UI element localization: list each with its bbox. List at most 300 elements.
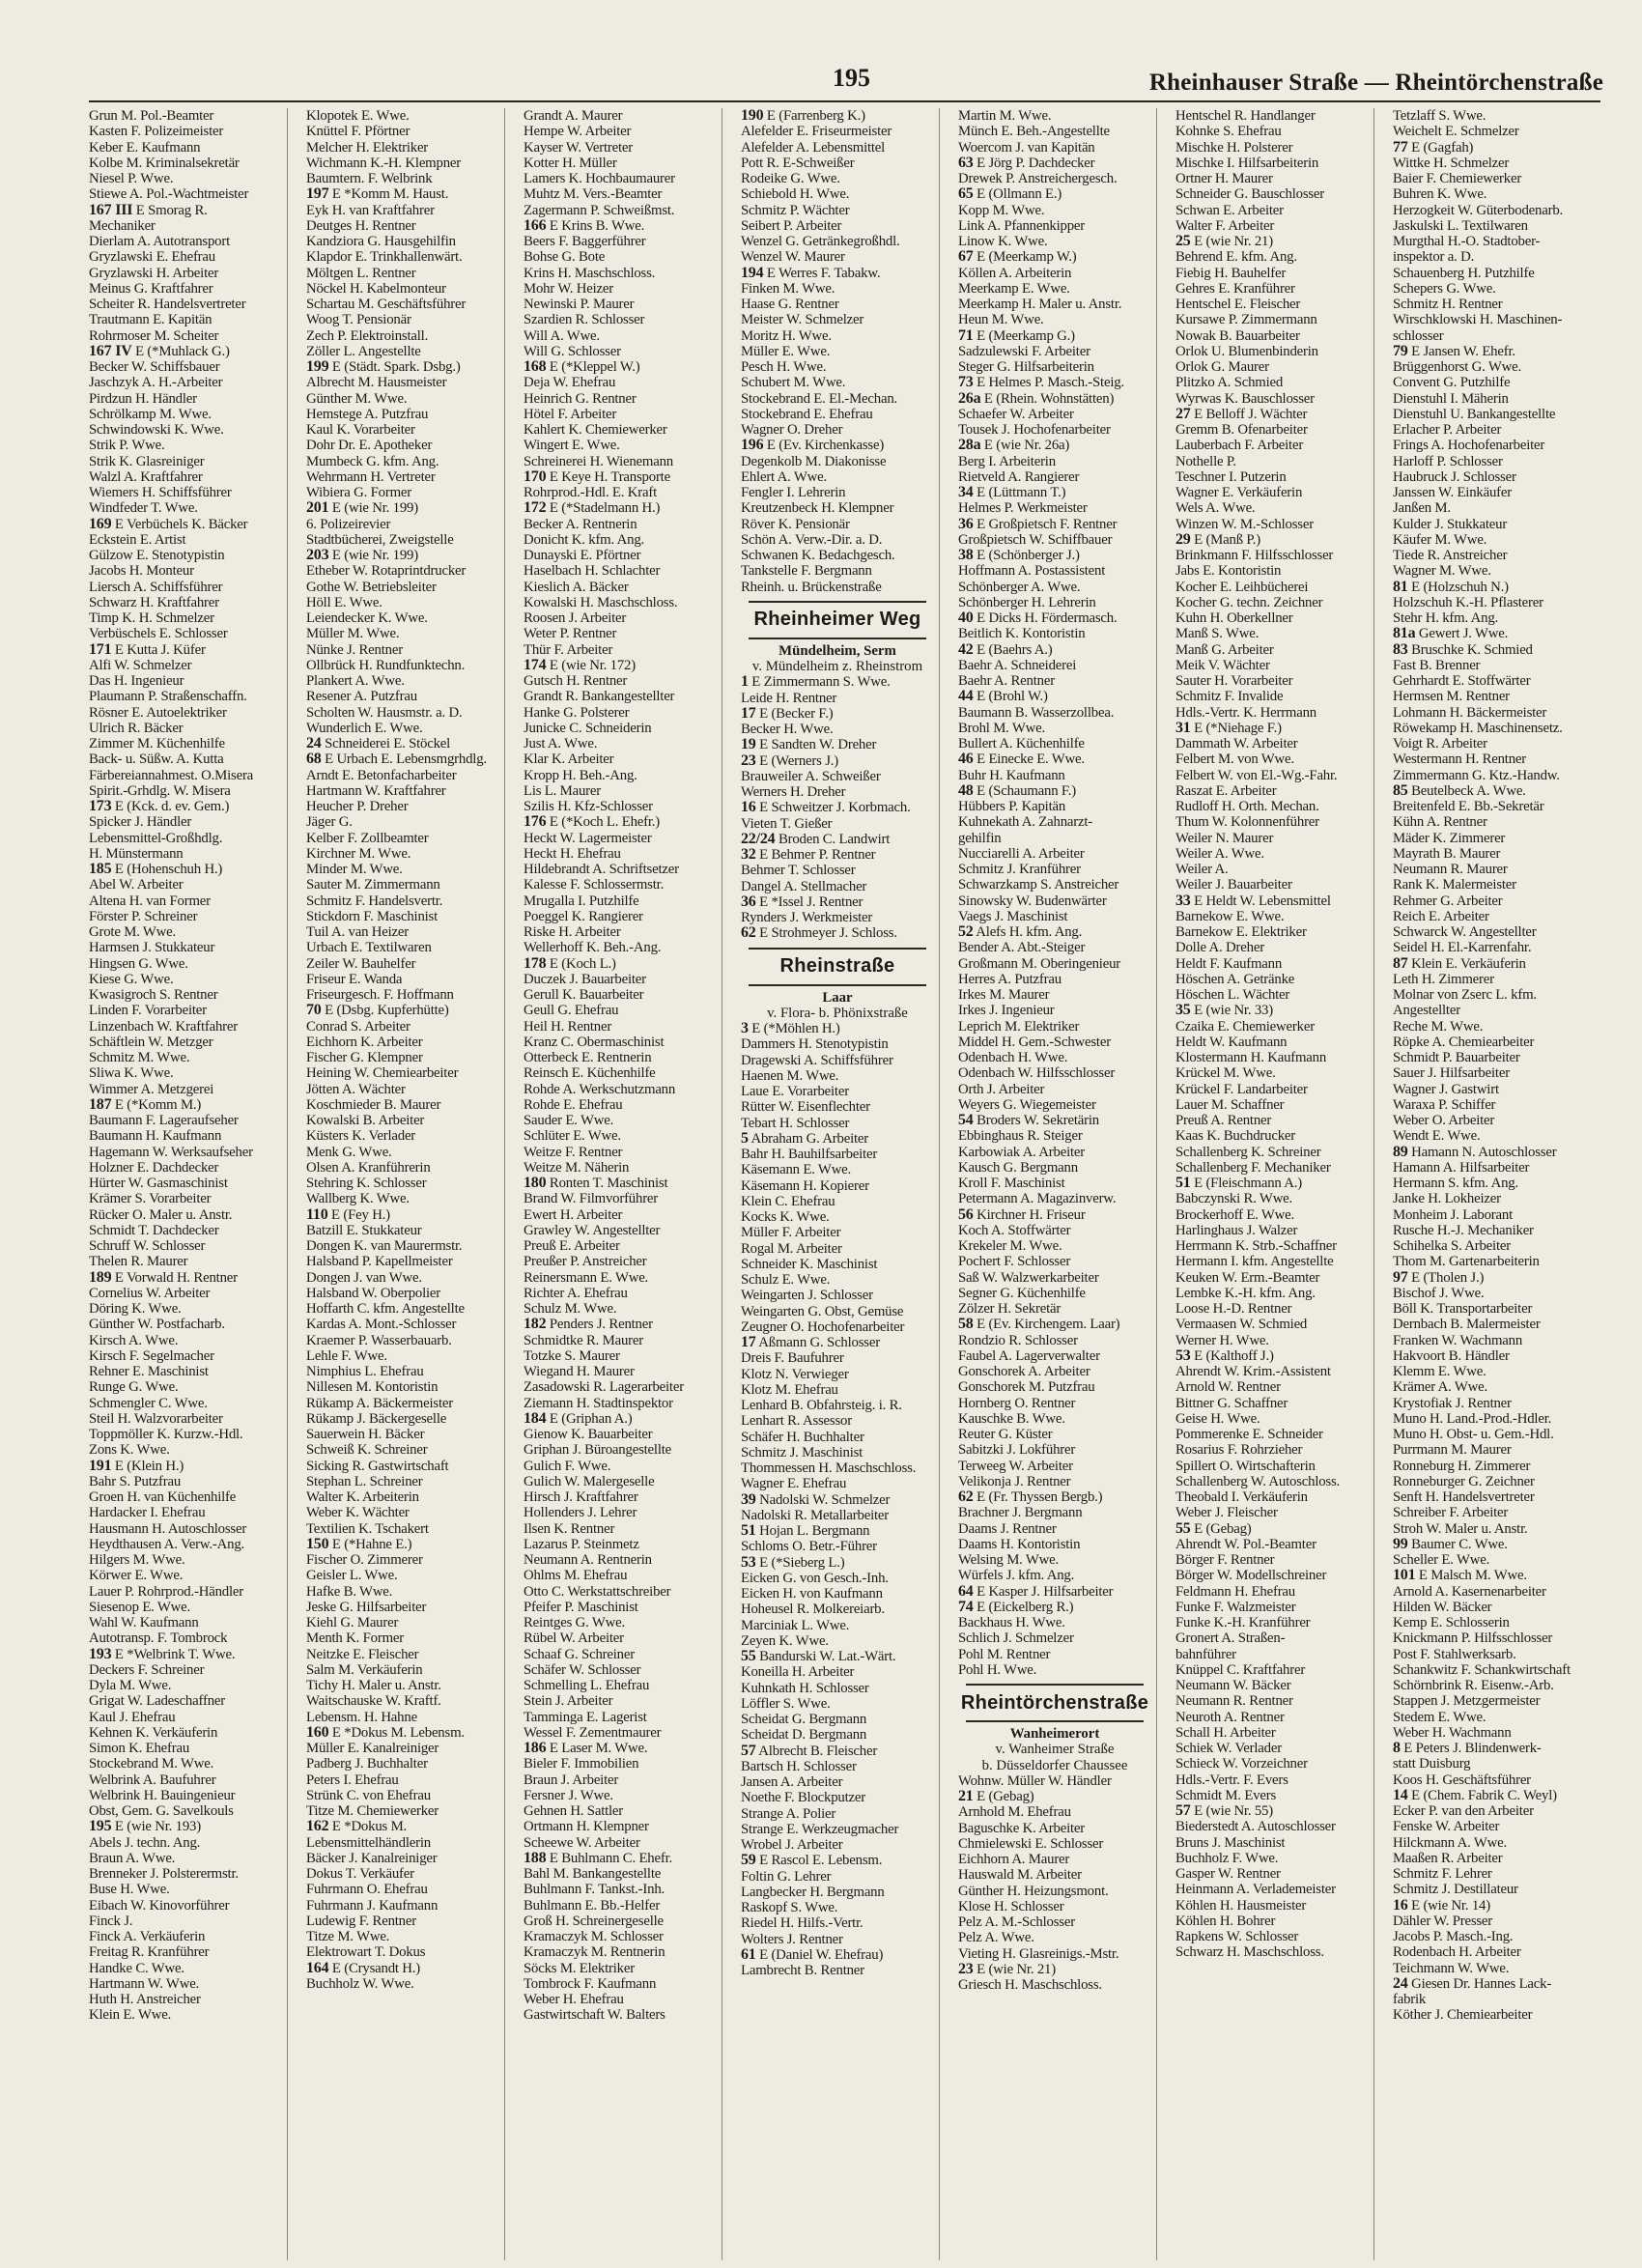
directory-entry: Langbecker H. Bergmann (741, 1884, 885, 1900)
directory-entry: Becker W. Schiffsbauer (89, 359, 220, 375)
directory-entry: 57 Albrecht B. Fleischer (741, 1743, 878, 1759)
directory-entry: Stadtbücherei, Zweigstelle (306, 531, 454, 548)
directory-entry: Urbach E. Textilwaren (306, 940, 432, 956)
column-7 (1393, 108, 1600, 2260)
directory-entry: Mäder K. Zimmerer (1393, 830, 1506, 846)
directory-entry: 178 E (Koch L.) (524, 955, 616, 972)
street-location-info: b. Düsseldorfer Chaussee (981, 1757, 1128, 1773)
directory-entry: Reintges G. Wwe. (524, 1615, 626, 1630)
directory-entry: Gulich W. Malergeselle (524, 1473, 655, 1489)
directory-entry: Laue E. Vorarbeiter (741, 1084, 849, 1100)
directory-entry: Janke H. Lokheizer (1393, 1191, 1501, 1207)
directory-entry: Spillert O. Wirtschafterin (1175, 1458, 1316, 1474)
directory-entry: Strange E. Werkzeugmacher (741, 1821, 899, 1837)
directory-entry: Brüggenhorst G. Wwe. (1393, 359, 1521, 375)
directory-entry: Newinski P. Maurer (524, 297, 635, 312)
directory-entry: 51 Hojan L. Bergmann (741, 1523, 870, 1540)
directory-entry: Rodeike G. Wwe. (741, 171, 840, 186)
directory-entry: Heining W. Chemiearbeiter (306, 1065, 459, 1082)
directory-entry: Kelber F. Zollbeamter (306, 830, 429, 846)
directory-entry: Zeiler W. Bauhelfer (306, 955, 416, 972)
directory-entry: Buhlmann F. Tankst.-Inh. (524, 1882, 665, 1898)
directory-entry: Rükamp A. Bäckermeister (306, 1395, 453, 1411)
directory-entry: Conrad S. Arbeiter (306, 1018, 410, 1035)
directory-entry: Obst, Gem. G. Savelkouls (89, 1803, 234, 1819)
directory-entry: Thom M. Gartenarbeiterin (1393, 1254, 1540, 1270)
directory-entry: Schmidt M. Evers (1175, 1787, 1277, 1803)
directory-entry: Röwekamp H. Maschinensetz. (1393, 720, 1563, 736)
directory-entry: Hoheusel R. Molkereiarb. (741, 1602, 885, 1618)
directory-entry: Tichy H. Maler u. Anstr. (306, 1678, 441, 1693)
directory-entry: Schruff W. Schlosser (89, 1238, 206, 1254)
directory-entry: Gryzlawski E. Ehefrau (89, 249, 215, 266)
directory-entry: 24 Schneiderei E. Stöckel (306, 736, 451, 751)
directory-entry: 53 E (*Sieberg L.) (741, 1554, 845, 1571)
directory-entry: Klapdor E. Trinkhallenwärt. (306, 249, 463, 266)
directory-entry: Windfeder T. Wwe. (89, 500, 198, 517)
directory-entry: Wagner E. Verkäuferin (1175, 485, 1303, 500)
directory-entry: 3 E (*Möhlen H.) (741, 1021, 840, 1037)
directory-entry: Schön A. Verw.-Dir. a. D. (741, 531, 883, 548)
directory-entry: Saß W. Walzwerkarbeiter (958, 1269, 1099, 1286)
directory-entry: 196 E (Ev. Kirchenkasse) (741, 438, 885, 454)
directory-entry: Feldmann H. Ehefrau (1175, 1583, 1295, 1600)
directory-entry: Behrend E. kfm. Ang. (1175, 249, 1297, 266)
directory-entry: Grawley W. Angestellter (524, 1222, 661, 1238)
directory-entry: Bittner G. Schaffner (1175, 1395, 1288, 1411)
directory-entry: Wellerhoff K. Beh.-Ang. (524, 940, 662, 956)
directory-entry: Haselbach H. Schlachter (524, 563, 661, 580)
directory-entry: Weber H. Ehefrau (524, 1992, 624, 2007)
directory-entry: Rohrmoser M. Scheiter (89, 327, 219, 344)
directory-entry: Buhlmann E. Bb.-Helfer (524, 1897, 661, 1914)
directory-entry: Scheller E. Wwe. (1393, 1552, 1490, 1568)
directory-entry: Hoffarth C. kfm. Angestellte (306, 1301, 465, 1317)
directory-entry: Trautmann E. Kapitän (89, 312, 212, 328)
directory-entry: Schlich J. Schmelzer (958, 1630, 1074, 1647)
directory-entry: Pott R. E-Schweißer (741, 155, 855, 171)
directory-entry: Stockebrand E. Ehefrau (741, 406, 873, 422)
directory-entry: Wingert E. Wwe. (524, 438, 620, 454)
directory-entry: Wrobel J. Arbeiter (741, 1837, 843, 1854)
directory-entry: Tebart H. Schlosser (741, 1115, 850, 1131)
directory-entry: Hoffmann A. Postassistent (958, 563, 1106, 580)
directory-entry: Kiehl G. Maurer (306, 1615, 399, 1630)
directory-entry: Schwindowski K. Wwe. (89, 422, 224, 438)
directory-entry: Ortmann H. Klempner (524, 1819, 649, 1835)
directory-entry: 160 E *Dokus M. Lebensm. (306, 1724, 465, 1741)
directory-entry: Gothe W. Betriebsleiter (306, 579, 437, 595)
directory-entry: Marciniak L. Wwe. (741, 1617, 850, 1633)
directory-entry: Harlinghaus J. Walzer (1175, 1222, 1298, 1238)
directory-entry: Arndt E. Betonfacharbeiter (306, 767, 457, 783)
directory-entry: Krämer A. Wwe. (1393, 1379, 1488, 1396)
directory-entry: Riedel H. Hilfs.-Vertr. (741, 1915, 863, 1932)
directory-entry: Lenhard B. Obfahrsteig. i. R. (741, 1398, 902, 1414)
directory-entry: Schallenberg K. Schreiner (1175, 1144, 1321, 1160)
directory-entry: Kuhn H. Oberkellner (1175, 610, 1293, 626)
directory-entry: Brand W. Filmvorführer (524, 1191, 659, 1207)
directory-entry: Pelz A. Wwe. (958, 1930, 1034, 1946)
directory-entry: Biederstedt A. Autoschlosser (1175, 1819, 1336, 1835)
directory-entry: Weber H. Wachmann (1393, 1724, 1512, 1741)
directory-entry: Just A. Wwe. (524, 736, 598, 751)
directory-entry: Titze M. Wwe. (306, 1929, 390, 1944)
directory-entry: Wels A. Wwe. (1175, 500, 1256, 517)
directory-entry: Wolters J. Rentner (741, 1931, 843, 1947)
directory-entry: Erlacher P. Arbeiter (1393, 422, 1502, 438)
directory-entry: Tankstelle F. Bergmann (741, 563, 872, 580)
directory-entry: Gasper W. Rentner (1175, 1866, 1281, 1882)
directory-entry: Dyla M. Wwe. (89, 1678, 172, 1693)
directory-entry: Kaul K. Vorarbeiter (306, 422, 415, 438)
directory-entry: 188 E Buhlmann C. Ehefr. (524, 1850, 673, 1866)
directory-entry: 171 E Kutta J. Küfer (89, 641, 206, 658)
directory-entry: Weiler J. Bauarbeiter (1175, 877, 1292, 893)
directory-entry: Richter A. Ehefrau (524, 1285, 628, 1301)
directory-entry: Hornberg O. Rentner (958, 1395, 1076, 1411)
directory-entry: Deckers F. Schreiner (89, 1661, 205, 1678)
directory-entry: Alefelder E. Friseurmeister (741, 124, 892, 140)
directory-entry: Hilgers M. Wwe. (89, 1552, 185, 1568)
directory-entry: Pesch H. Wwe. (741, 359, 827, 375)
directory-entry: Brenneker J. Polsterermstr. (89, 1866, 239, 1882)
directory-entry: Schönberger A. Wwe. (958, 579, 1081, 595)
directory-entry: Menth K. Former (306, 1630, 404, 1647)
directory-entry: Mischke I. Hilfsarbeiterin (1175, 155, 1319, 171)
directory-entry: 63 E Jörg P. Dachdecker (958, 155, 1095, 171)
directory-entry: Beitlich K. Kontoristin (958, 626, 1086, 642)
directory-entry: Koneilla H. Arbeiter (741, 1664, 855, 1681)
directory-entry: Schneider G. Bauschlosser (1175, 186, 1325, 203)
directory-entry: 62 E (Fr. Thyssen Bergb.) (958, 1489, 1103, 1505)
directory-entry: Klostermann H. Kaufmann (1175, 1050, 1327, 1065)
directory-entry: Weber J. Fleischer (1175, 1505, 1278, 1521)
directory-entry: Link A. Pfannenkipper (958, 217, 1086, 234)
directory-entry: Walter F. Arbeiter (1175, 217, 1275, 234)
directory-entry: Brohl M. Wwe. (958, 720, 1046, 736)
directory-entry: Verbüschels E. Schlosser (89, 626, 228, 642)
directory-entry: Börger W. Modellschreiner (1175, 1568, 1327, 1584)
directory-entry: Janßen M. (1393, 500, 1451, 517)
directory-entry: 33 E Heldt W. Lebensmittel (1175, 893, 1331, 909)
directory-entry: Murgthal H.-O. Stadtober- (1393, 234, 1541, 249)
directory-entry: Albrecht M. Hausmeister (306, 375, 447, 391)
directory-entry: Barnekow E. Wwe. (1175, 908, 1285, 924)
directory-entry: Rodenbach H. Arbeiter (1393, 1944, 1521, 1961)
directory-entry: 193 E *Welbrink T. Wwe. (89, 1646, 236, 1662)
directory-entry: Knüttel F. Pförtner (306, 124, 410, 140)
directory-entry: 197 E *Komm M. Haust. (306, 186, 449, 203)
directory-entry: Griesch H. Maschschloss. (958, 1977, 1102, 1994)
directory-entry: Szardien R. Schlosser (524, 312, 645, 328)
directory-entry: Zöller L. Angestellte (306, 343, 421, 359)
directory-entry: Abels J. techn. Ang. (89, 1834, 201, 1851)
directory-entry: Wibiera G. Former (306, 485, 411, 500)
directory-entry: Dohr Dr. E. Apotheker (306, 438, 433, 454)
directory-entry: Heckt H. Ehefrau (524, 845, 621, 862)
directory-entry: Hamann A. Hilfsarbeiter (1393, 1159, 1530, 1176)
directory-entry: Lambrecht B. Rentner (741, 1963, 864, 1979)
directory-entry: Steil H. Walzvorarbeiter (89, 1410, 223, 1427)
directory-entry: Halsband W. Oberpolier (306, 1285, 441, 1301)
directory-entry: Klar K. Arbeiter (524, 751, 614, 768)
directory-entry: Finken M. Wwe. (741, 280, 835, 297)
directory-entry: Totzke S. Maurer (524, 1347, 620, 1364)
directory-entry: 85 Beutelbeck A. Wwe. (1393, 782, 1526, 799)
directory-entry: Velikonja J. Rentner (958, 1473, 1071, 1489)
directory-entry: Schaaf G. Schreiner (524, 1646, 635, 1662)
directory-entry: Krekeler M. Wwe. (958, 1238, 1062, 1254)
directory-entry: Schäfer H. Buchhalter (741, 1429, 864, 1445)
directory-entry: Mumbeck G. kfm. Ang. (306, 453, 439, 469)
directory-entry: Walter K. Arbeiterin (306, 1489, 419, 1505)
directory-entry: Kaas K. Buchdrucker (1175, 1128, 1295, 1145)
directory-entry: Gonschorek M. Putzfrau (958, 1379, 1095, 1396)
directory-entry: 170 E Keye H. Transporte (524, 468, 670, 485)
directory-entry: Kranz C. Obermaschinist (524, 1034, 665, 1050)
directory-entry: Welbrink H. Bauingenieur (89, 1787, 236, 1803)
directory-entry: Bahr H. Bauhilfsarbeiter (741, 1147, 878, 1163)
directory-entry: Czaika E. Chemiewerker (1175, 1018, 1315, 1035)
directory-entry: 21 E (Gebag) (958, 1789, 1034, 1805)
directory-entry: Müller M. Wwe. (306, 626, 400, 642)
directory-entry: Knüppel C. Kraftfahrer (1175, 1661, 1306, 1678)
directory-entry: bahnführer (1175, 1646, 1236, 1662)
directory-entry: Jäger G. (306, 814, 353, 831)
directory-entry: 22/24 Broden C. Landwirt (741, 831, 891, 847)
directory-entry: Schmitz H. Rentner (1393, 297, 1503, 312)
directory-entry: Becker H. Wwe. (741, 722, 834, 738)
directory-entry: Wehrmann H. Vertreter (306, 468, 436, 485)
directory-entry: Baumann F. Lageraufseher (89, 1113, 239, 1128)
directory-entry: Hemstege A. Putzfrau (306, 406, 429, 422)
directory-entry: Hilckmann A. Wwe. (1393, 1834, 1507, 1851)
directory-entry: Krystofiak J. Rentner (1393, 1395, 1512, 1411)
directory-entry: Resener A. Putzfrau (306, 689, 417, 705)
directory-entry: Herres A. Putzfrau (958, 971, 1062, 987)
street-location-info: v. Wanheimer Straße (995, 1742, 1115, 1758)
directory-entry: Dreis F. Baufuhrer (741, 1350, 844, 1367)
directory-entry: 55 Bandurski W. Lat.-Wärt. (741, 1649, 896, 1665)
directory-entry: Schmidt T. Dachdecker (89, 1222, 219, 1238)
directory-entry: Manß G. Arbeiter (1175, 641, 1274, 658)
directory-entry: Meik V. Wächter (1175, 657, 1270, 673)
directory-entry: Herzogkeit W. Güterbodenarb. (1393, 202, 1564, 218)
directory-entry: 25 E (wie Nr. 21) (1175, 234, 1273, 249)
directory-entry: Deja W. Ehefrau (524, 375, 616, 391)
street-heading: Rheinheimer Weg (749, 601, 926, 639)
directory-entry: Schmitz P. Wächter (741, 202, 850, 218)
directory-entry: Rohde E. Ehefrau (524, 1096, 623, 1113)
street-location-info: Laar (822, 989, 853, 1006)
directory-entry: Teschner I. Putzerin (1175, 468, 1287, 485)
directory-entry: Odenbach H. Wwe. (958, 1050, 1068, 1065)
directory-entry: Petermann A. Magazinverw. (958, 1191, 1117, 1207)
directory-entry: Peters I. Ehefrau (306, 1772, 399, 1788)
directory-entry: Funke F. Walzmeister (1175, 1599, 1296, 1615)
directory-entry: Linow K. Wwe. (958, 234, 1048, 249)
directory-entry: Großpietsch W. Schiffbauer (958, 531, 1113, 548)
directory-entry: Schäfer W. Schlosser (524, 1661, 641, 1678)
directory-entry: Kehnen K. Verkäuferin (89, 1724, 218, 1741)
directory-entry: Kuhnkath H. Schlosser (741, 1680, 869, 1696)
directory-entry: Reinersmann E. Wwe. (524, 1269, 649, 1286)
directory-entry: Heldt W. Kaufmann (1175, 1034, 1288, 1050)
directory-entry: Vieten T. Gießer (741, 815, 833, 832)
directory-entry: Bender A. Abt.-Steiger (958, 940, 1086, 956)
directory-entry: 56 Kirchner H. Friseur (958, 1206, 1086, 1223)
directory-entry: Schmitz J. Kranführer (958, 862, 1081, 877)
directory-entry: Keber E. Kaufmann (89, 139, 201, 156)
directory-entry: Bischof J. Wwe. (1393, 1285, 1485, 1301)
directory-entry: Will A. Wwe. (524, 327, 600, 344)
directory-entry: Lauer M. Schaffner (1175, 1096, 1285, 1113)
directory-entry: Berg I. Arbeiterin (958, 453, 1056, 469)
directory-entry: Dienstuhl I. Mäherin (1393, 390, 1509, 407)
directory-entry: 81 E (Holzschuh N.) (1393, 579, 1509, 595)
directory-entry: Kayser W. Vertreter (524, 139, 634, 156)
directory-entry: Köhlen H. Bohrer (1175, 1913, 1276, 1929)
directory-entry: Müller E. Kanalreiniger (306, 1741, 439, 1756)
directory-entry: Irkes M. Maurer (958, 987, 1050, 1003)
directory-entry: Münch E. Beh.-Angestellte (958, 124, 1110, 140)
directory-entry: Möltgen L. Rentner (306, 265, 416, 281)
directory-entry: Lamers K. Hochbaumaurer (524, 171, 675, 186)
directory-entry: Otto C. Werkstattschreiber (524, 1583, 671, 1600)
directory-entry: Rudloff H. Orth. Mechan. (1175, 799, 1319, 814)
directory-entry: Nucciarelli A. Arbeiter (958, 845, 1085, 862)
directory-entry: Scheidat D. Bergmann (741, 1727, 867, 1744)
directory-entry: Rusche H.-J. Mechaniker (1393, 1222, 1534, 1238)
directory-entry: Neumann R. Rentner (1175, 1693, 1293, 1710)
directory-entry: Gehres E. Kranführer (1175, 280, 1295, 297)
directory-entry: Abel W. Arbeiter (89, 877, 184, 893)
directory-entry: Hermsen M. Rentner (1393, 689, 1510, 705)
directory-entry: Daams H. Kontoristin (958, 1536, 1081, 1552)
directory-entry: 34 E (Lüttmann T.) (958, 485, 1066, 500)
directory-entry: Rehmer G. Arbeiter (1393, 893, 1503, 909)
directory-entry: Daams J. Rentner (958, 1520, 1057, 1537)
directory-entry: Maaßen R. Arbeiter (1393, 1850, 1503, 1866)
directory-entry: Mechaniker (89, 217, 156, 234)
directory-entry: Heldt F. Kaufmann (1175, 955, 1283, 972)
directory-entry: Geisler L. Wwe. (306, 1568, 398, 1584)
directory-entry: Degenkolb M. Diakonisse (741, 453, 887, 469)
directory-entry: 28a E (wie Nr. 26a) (958, 438, 1070, 454)
directory-entry: Schallenberg F. Mechaniker (1175, 1159, 1331, 1176)
directory-entry: Neitzke E. Fleischer (306, 1646, 419, 1662)
directory-entry: Will G. Schlosser (524, 343, 621, 359)
directory-entry: Baguschke K. Arbeiter (958, 1820, 1085, 1836)
directory-entry: Manß S. Wwe. (1175, 626, 1260, 642)
directory-entry: Harmsen J. Stukkateur (89, 940, 215, 956)
directory-entry: Wagner J. Gastwirt (1393, 1081, 1499, 1097)
directory-entry: Leide H. Rentner (741, 690, 837, 706)
directory-entry: Kiese G. Wwe. (89, 971, 174, 987)
directory-entry: Hdls.-Vertr. F. Evers (1175, 1772, 1288, 1788)
directory-entry: Foltin G. Lehrer (741, 1868, 832, 1885)
directory-entry: Zeyen K. Wwe. (741, 1632, 829, 1649)
directory-entry: Stockebrand M. Wwe. (89, 1756, 214, 1772)
directory-entry: 40 E Dicks H. Fördermasch. (958, 610, 1118, 626)
directory-entry: Roosen J. Arbeiter (524, 610, 627, 626)
directory-entry: Lenhart R. Assessor (741, 1413, 852, 1430)
directory-entry: Kulder J. Stukkateur (1393, 516, 1508, 532)
directory-entry: Textilien K. Tschakert (306, 1520, 429, 1537)
directory-entry: Weyers G. Wiegemeister (958, 1096, 1096, 1113)
directory-entry: Gonschorek A. Arbeiter (958, 1364, 1090, 1379)
directory-entry: Kowalski B. Arbeiter (306, 1113, 425, 1128)
directory-entry: Grun M. Pol.-Beamter (89, 108, 214, 124)
directory-entry: Strik K. Glasreiniger (89, 453, 205, 469)
directory-entry: Minder M. Wwe. (306, 862, 403, 877)
directory-entry: Autotransp. F. Tombrock (89, 1630, 228, 1647)
directory-entry: Kirsch F. Segelmacher (89, 1347, 214, 1364)
directory-entry: Körwer E. Wwe. (89, 1568, 184, 1584)
directory-entry: Sabitzki J. Lokführer (958, 1442, 1076, 1459)
directory-entry: Dammers H. Stenotypistin (741, 1036, 889, 1053)
directory-entry: Neumann A. Rentnerin (524, 1552, 652, 1568)
directory-entry: Stroh W. Maler u. Anstr. (1393, 1520, 1528, 1537)
directory-entry: Welbrink A. Baufuhrer (89, 1772, 216, 1788)
directory-entry: Handke C. Wwe. (89, 1960, 184, 1976)
directory-entry: 195 E (wie Nr. 193) (89, 1819, 201, 1835)
directory-entry: 17 Aßmann G. Schlosser (741, 1335, 880, 1351)
directory-entry: Käufer M. Wwe. (1393, 531, 1487, 548)
directory-entry: Friseur E. Wanda (306, 971, 403, 987)
directory-entry: Eckstein E. Artist (89, 531, 186, 548)
directory-entry: Felbert W. von El.-Wg.-Fahr. (1175, 767, 1338, 783)
directory-entry: 24 Giesen Dr. Hannes Lack- (1393, 1975, 1552, 1992)
directory-entry: Purrmann M. Maurer (1393, 1442, 1512, 1459)
directory-entry: Welsing M. Wwe. (958, 1552, 1060, 1568)
directory-entry: Wirschklowski H. Maschinen- (1393, 312, 1563, 328)
directory-entry: Nowak B. Bauarbeiter (1175, 327, 1300, 344)
directory-entry: 16 E (wie Nr. 14) (1393, 1897, 1490, 1914)
directory-entry: 53 E (Kalthoff J.) (1175, 1347, 1274, 1364)
directory-entry: Bieler F. Immobilien (524, 1756, 639, 1772)
directory-entry: Eicken G. von Gesch.-Inh. (741, 1570, 889, 1586)
directory-entry: 70 E (Dsbg. Kupferhütte) (306, 1003, 449, 1019)
directory-entry: Melcher H. Elektriker (306, 139, 429, 156)
directory-entry: Heun M. Wwe. (958, 312, 1044, 328)
directory-entry: 62 E Strohmeyer J. Schloss. (741, 925, 897, 942)
directory-entry: Jaskulski L. Textilwaren (1393, 217, 1528, 234)
directory-entry: Baumann H. Kaufmann (89, 1128, 222, 1145)
directory-entry: Günther M. Wwe. (306, 390, 408, 407)
directory-entry: Wessel F. Zementmaurer (524, 1724, 662, 1741)
street-location-info: v. Mündelheim z. Rheinstrom (751, 659, 923, 675)
directory-entry: Scheewe W. Arbeiter (524, 1834, 640, 1851)
directory-entry: Gerull K. Bauarbeiter (524, 987, 644, 1003)
street-heading: Rheintörchenstraße (966, 1684, 1144, 1722)
directory-entry: Schulz M. Wwe. (524, 1301, 617, 1317)
directory-entry: Schmitz M. Wwe. (89, 1050, 190, 1065)
directory-entry: Löffler S. Wwe. (741, 1695, 831, 1712)
directory-entry: Hdls.-Vertr. K. Herrmann (1175, 704, 1317, 721)
directory-entry: Preuß E. Arbeiter (524, 1238, 620, 1254)
directory-entry: Winzen W. M.-Schlosser (1175, 516, 1314, 532)
directory-entry: Großmann M. Oberingenieur (958, 955, 1120, 972)
directory-entry: 73 E Helmes P. Masch.-Steig. (958, 375, 1124, 391)
directory-entry: Hübbers P. Kapitän (958, 799, 1066, 814)
directory-entry: Höschen L. Wächter (1175, 987, 1290, 1003)
directory-entry: Hartmann W. Kraftfahrer (306, 782, 446, 799)
directory-entry: Sauter M. Zimmermann (306, 877, 440, 893)
directory-entry: Gremm B. Ofenarbeiter (1175, 422, 1308, 438)
directory-entry: Ortner H. Maurer (1175, 171, 1273, 186)
